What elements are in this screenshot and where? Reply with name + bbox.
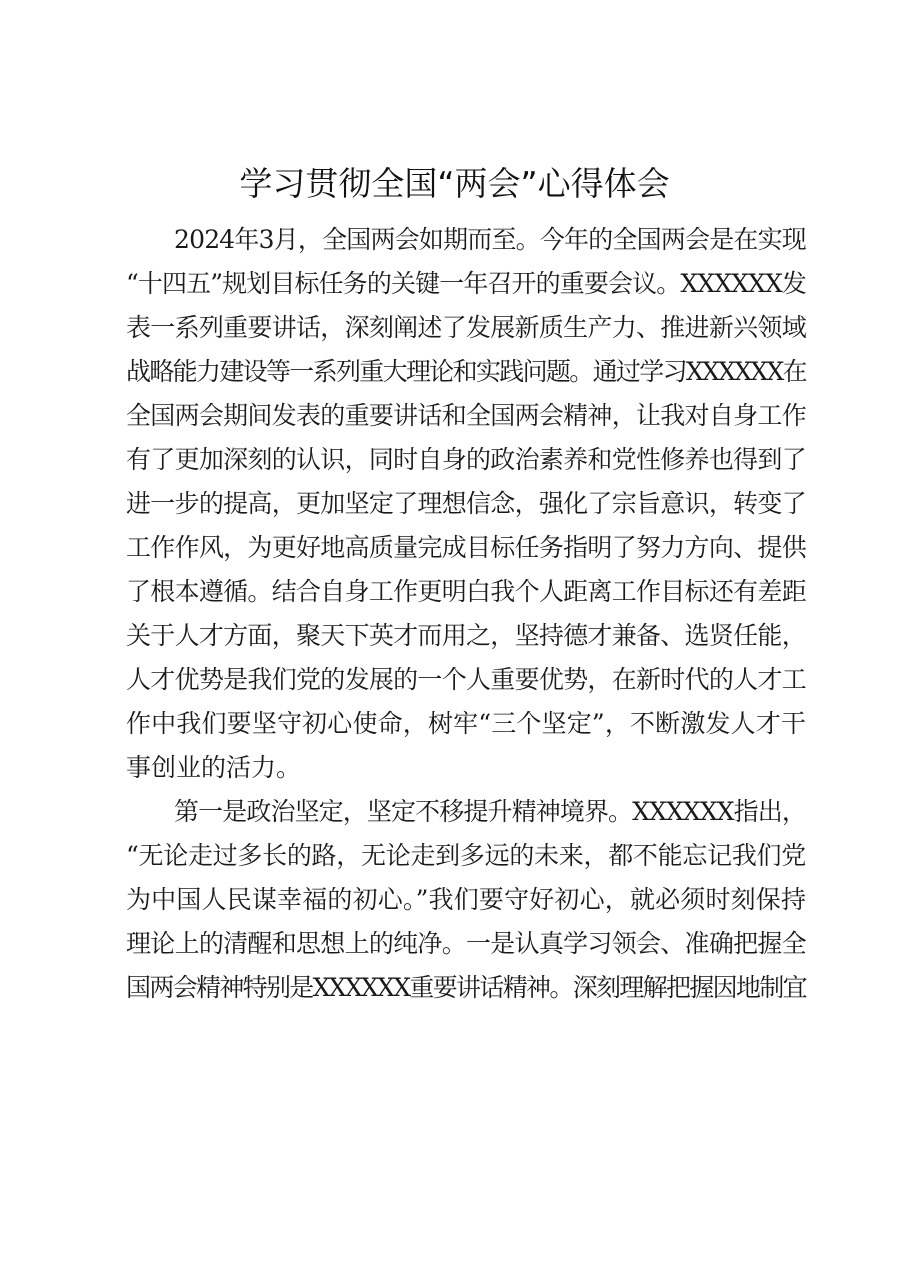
document-title: 学习贯彻全国“两会”心得体会 [239,164,670,203]
text-line: 工作作风，为更好地高质量完成目标任务指明了努力方向、提供 [126,533,806,562]
text-line: 2024年3月，全国两会如期而至。今年的全国两会是在实现 [174,225,806,254]
text-line: 表一系列重要讲话，深刻阐述了发展新质生产力、推进新兴领域 [126,313,806,342]
text-line: 有了更加深刻的认识，同时自身的政治素养和党性修养也得到了 [126,445,806,474]
document-body [126,218,806,1010]
text-line: 国两会精神特别是XXXXXX重要讲话精神。深刻理解把握因地制宜 [126,973,806,1002]
text-line: 关于人才方面，聚天下英才而用之，坚持德才兼备、选贤任能， [126,621,806,650]
text-line: 事创业的活力。 [126,753,302,782]
text-line: “十四五”规划目标任务的关键一年召开的重要会议。XXXXXX发 [126,269,806,298]
text-line: 进一步的提高，更加坚定了理想信念，强化了宗旨意识，转变了 [126,489,806,518]
text-line: 为中国人民谋幸福的初心。”我们要守好初心，就必须时刻保持 [126,885,806,914]
text-line: 理论上的清醒和思想上的纯净。一是认真学习领会、准确把握全 [126,929,806,958]
text-line: 战略能力建设等一系列重大理论和实践问题。通过学习XXXXXX在 [126,357,806,386]
text-line: 作中我们要坚守初心使命，树牢“三个坚定”，不断激发人才干 [126,709,806,738]
paragraph-1 [126,218,806,790]
text-line: 全国两会期间发表的重要讲话和全国两会精神，让我对自身工作 [126,401,806,430]
paragraph-2 [126,790,806,1010]
text-line: 了根本遵循。结合自身工作更明白我个人距离工作目标还有差距 [126,577,806,606]
text-line: 人才优势是我们党的发展的一个人重要优势，在新时代的人才工 [126,665,806,694]
text-line: 第一是政治坚定，坚定不移提升精神境界。XXXXXX指出， [174,797,806,826]
text-line: “无论走过多长的路，无论走到多远的未来，都不能忘记我们党 [126,841,806,870]
